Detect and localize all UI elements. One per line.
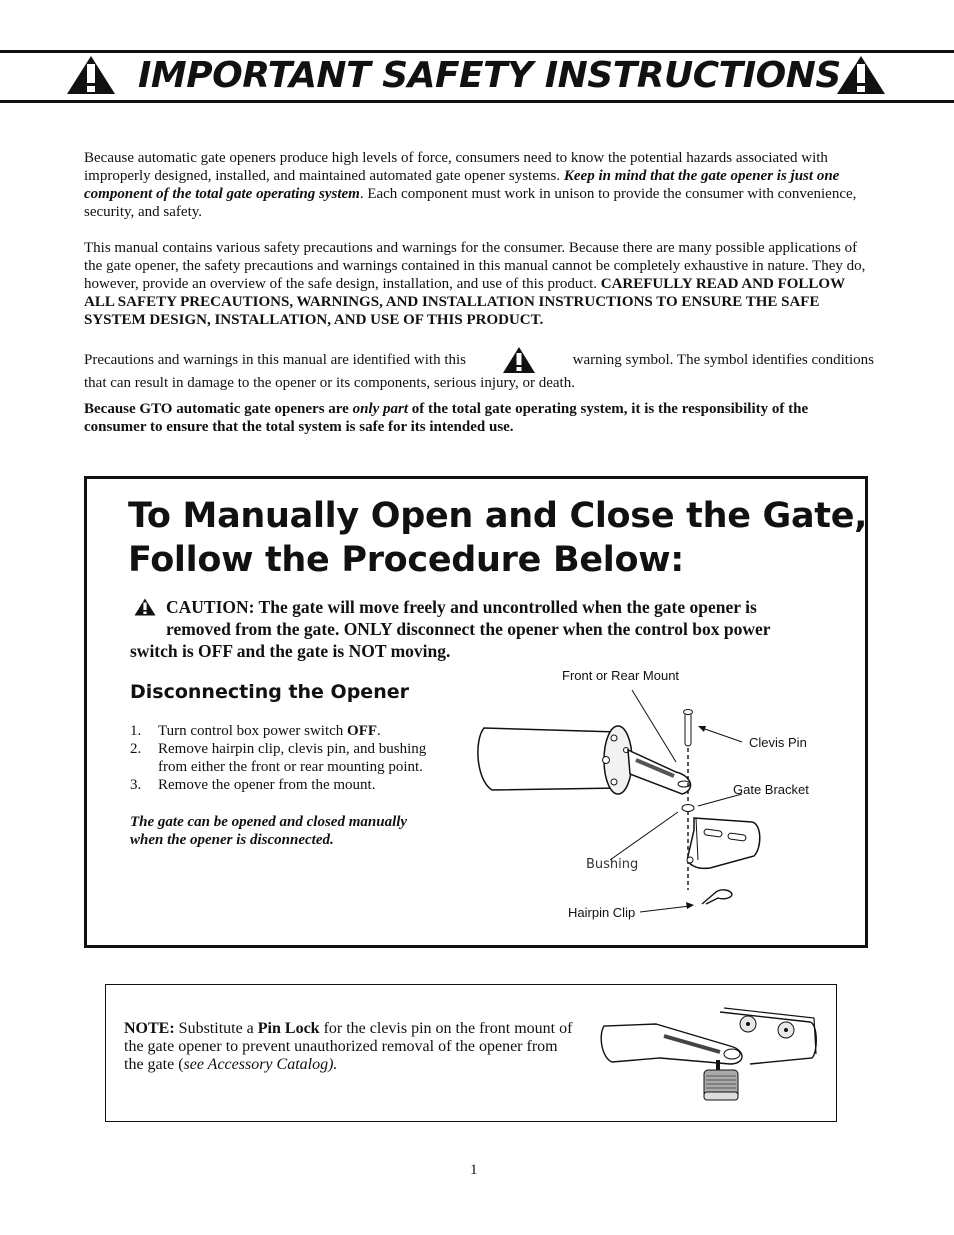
intro-p2-text: This manual contains various safety precautions and warnings for the consumer. Because there are many possible applications of the gate opener, the safety precautions and warnings contained in this manual cannot be completely exhaustive in nature. They do, however, provide an overview of the safe design, installation, and use of this product. bbox=[84, 240, 866, 292]
hairpin-clip-label: Hairpin Clip bbox=[568, 905, 636, 920]
page-number: 1 bbox=[470, 1162, 478, 1178]
caution-line-2: removed from the gate. ONLY disconnect the opener when the control box power bbox=[166, 619, 771, 639]
warning-triangle-icon bbox=[836, 55, 886, 95]
warning-triangle-icon bbox=[66, 55, 116, 95]
section-heading: Disconnecting the Opener bbox=[130, 681, 409, 703]
intro-p4-emphasis: only part bbox=[352, 401, 409, 417]
intro-paragraph-4 bbox=[84, 400, 874, 436]
step-number: 3. bbox=[130, 777, 142, 793]
page-title: IMPORTANT SAFETY INSTRUCTIONS bbox=[138, 55, 841, 96]
list-item bbox=[130, 776, 450, 794]
caution-text bbox=[130, 596, 830, 662]
caution-line-3: switch is OFF and the gate is NOT moving. bbox=[130, 641, 451, 661]
step-text: Turn control box power switch bbox=[158, 723, 348, 739]
note-text-italic: see Accessory Catalog). bbox=[183, 1056, 338, 1073]
step-number: 2. bbox=[130, 741, 142, 757]
list-item bbox=[130, 740, 450, 776]
disconnect-diagram bbox=[470, 690, 840, 930]
note-text-a: Substitute a bbox=[174, 1020, 258, 1037]
intro-p4-text: Because GTO automatic gate openers are bbox=[84, 401, 353, 417]
intro-paragraph-1 bbox=[84, 149, 874, 221]
caution-line-1: CAUTION: The gate will move freely and uncontrolled when the gate opener is bbox=[166, 597, 757, 617]
pin-lock-illustration bbox=[600, 1002, 820, 1110]
warning-triangle-icon bbox=[502, 346, 536, 374]
intro-p1-emphasis: Keep in mind that the gate opener is just one component of the total gate operating system bbox=[84, 168, 840, 202]
step-text-bold: OFF bbox=[347, 723, 378, 739]
step-text: Remove the opener from the mount. bbox=[158, 777, 376, 793]
list-item bbox=[130, 722, 450, 740]
intro-p3-text-mid: warning symbol. The symbol identifies conditions bbox=[572, 352, 874, 368]
header-bottom-rule bbox=[0, 100, 954, 103]
header-top-rule bbox=[0, 50, 954, 53]
intro-p1-text: Because automatic gate openers produce high levels of force, consumers need to know the potential hazards associated with improperly designed, installed, and maintained automated gate opener systems. bbox=[84, 150, 828, 184]
gate-bracket-label: Gate Bracket bbox=[733, 782, 809, 797]
front-rear-mount-label: Front or Rear Mount bbox=[562, 668, 680, 683]
note-text bbox=[124, 1020, 574, 1074]
bushing-label: Bushing bbox=[586, 857, 639, 872]
intro-paragraph-2 bbox=[84, 239, 874, 329]
steps-list bbox=[130, 722, 450, 794]
intro-paragraph-3 bbox=[84, 346, 874, 392]
clevis-pin-label: Clevis Pin bbox=[749, 735, 807, 750]
note-label: NOTE: bbox=[124, 1020, 175, 1037]
step-number: 1. bbox=[130, 723, 142, 739]
intro-p1-text-end: . Each component must work in unison to provide the consumer with convenience, security, and safety. bbox=[84, 186, 857, 220]
manual-operation-note: The gate can be opened and closed manually when the opener is disconnected. bbox=[130, 814, 408, 848]
intro-p4-text-end: of the total gate operating system, it is the responsibility of the consumer to ensure that the total system is safe for its intended use. bbox=[84, 401, 809, 435]
note-text-bold: Pin Lock bbox=[257, 1020, 320, 1037]
intro-p3-text-end: that can result in damage to the opener or its components, serious injury, or death. bbox=[84, 375, 575, 391]
procedure-title: To Manually Open and Close the Gate, Follow the Procedure Below: bbox=[128, 496, 868, 580]
note-text-c: for the clevis pin on the front mount of the gate opener to prevent unauthorized removal of the opener from the gate ( bbox=[124, 1020, 573, 1073]
step-text-end: . bbox=[377, 723, 381, 739]
intro-p2-bold: CAREFULLY READ AND FOLLOW ALL SAFETY PRECAUTIONS, WARNINGS, AND INSTALLATION INSTRUCTIONS TO ENSURE THE SAFE SYSTEM DESIGN, INSTALLATION, AND USE OF THIS PRODUCT. bbox=[84, 276, 845, 328]
step-text: Remove hairpin clip, clevis pin, and bushing from either the front or rear mounting point. bbox=[158, 741, 427, 775]
intro-p3-text: Precautions and warnings in this manual are identified with this bbox=[84, 352, 467, 368]
